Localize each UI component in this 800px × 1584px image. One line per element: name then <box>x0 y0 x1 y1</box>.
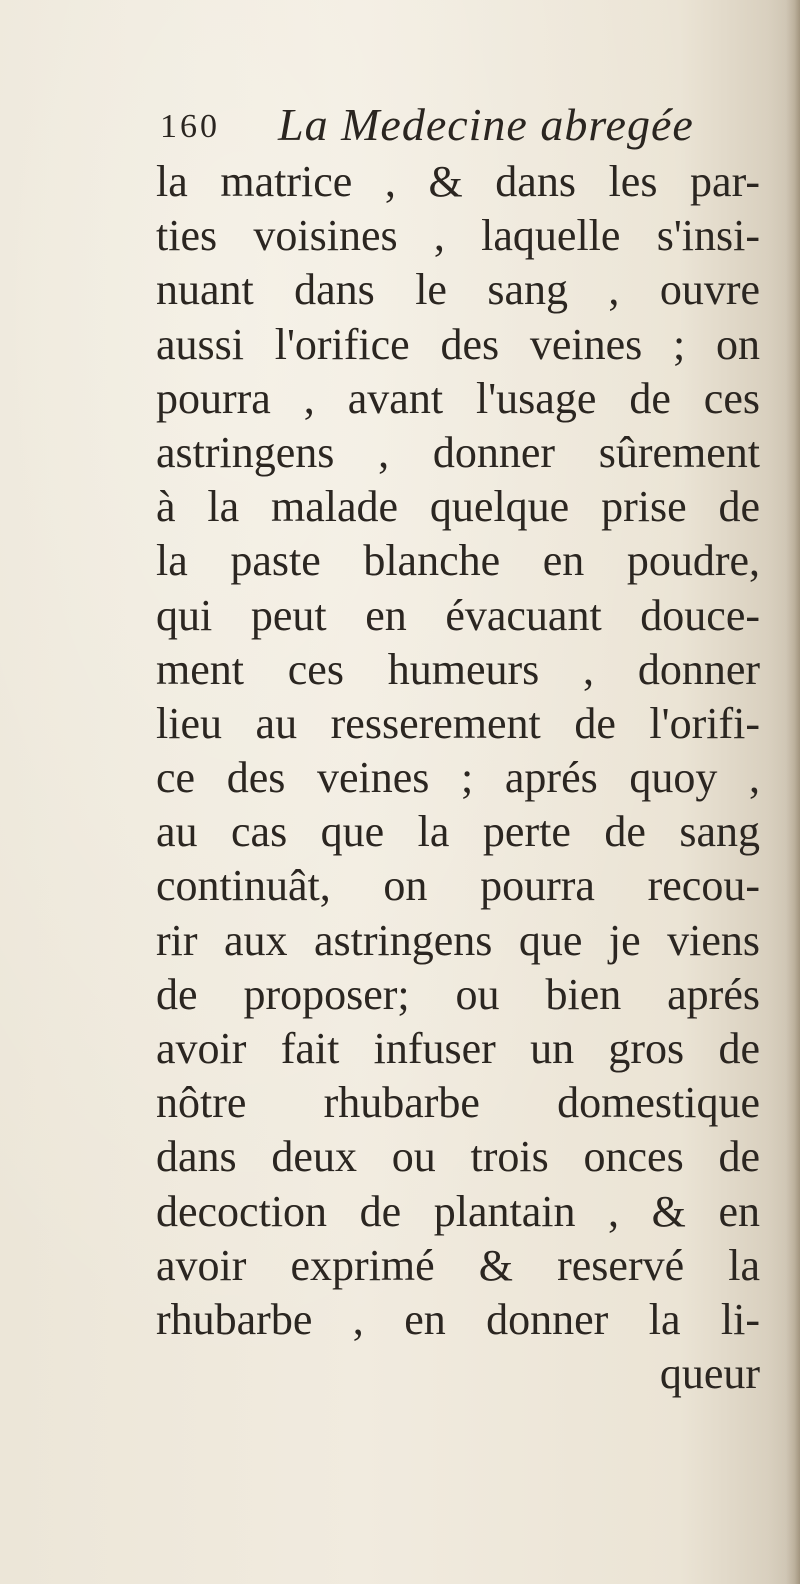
text-line: continuât, on pourra recou- <box>156 861 760 911</box>
text-line: nôtre rhubarbe domestique <box>156 1078 760 1128</box>
text-line: de proposer; ou bien aprés <box>156 969 760 1019</box>
page-header <box>160 98 760 158</box>
text-line: pourra , avant l'usage de ces <box>156 373 760 423</box>
page-number: 160 <box>160 108 220 145</box>
text-line: avoir exprimé & reservé la <box>156 1240 760 1290</box>
text-line: aussi l'orifice des veines ; on <box>156 319 760 369</box>
text-line: qui peut en évacuant douce- <box>156 590 760 640</box>
text-line: la paste blanche en poudre, <box>156 536 760 586</box>
text-line: à la malade quelque prise de <box>156 482 760 532</box>
catchword: queur <box>659 1349 760 1399</box>
text-line: decoction de plantain , & en <box>156 1186 760 1236</box>
text-line: rhubarbe , en donner la li- <box>156 1294 760 1344</box>
body-text <box>156 155 760 1401</box>
text-line: avoir fait infuser un gros de <box>156 1024 760 1073</box>
text-line: ment ces humeurs , donner <box>156 644 760 694</box>
text-line: dans deux ou trois onces de <box>156 1132 760 1182</box>
text-line: la matrice , & dans les par- <box>156 157 760 206</box>
text-line: ce des veines ; aprés quoy , <box>156 753 760 803</box>
text-line: nuant dans le sang , ouvre <box>156 265 760 315</box>
text-line: ties voisines , laquelle s'insi- <box>156 211 760 261</box>
text-line: rir aux astringens que je viens <box>156 915 760 965</box>
page-gutter-shadow <box>786 0 800 1584</box>
text-line: lieu au resserement de l'orifi- <box>156 698 760 748</box>
text-line: astringens , donner sûrement <box>156 427 760 477</box>
running-title: La Medecine abregée <box>278 99 694 150</box>
text-line: au cas que la perte de sang <box>156 807 760 857</box>
